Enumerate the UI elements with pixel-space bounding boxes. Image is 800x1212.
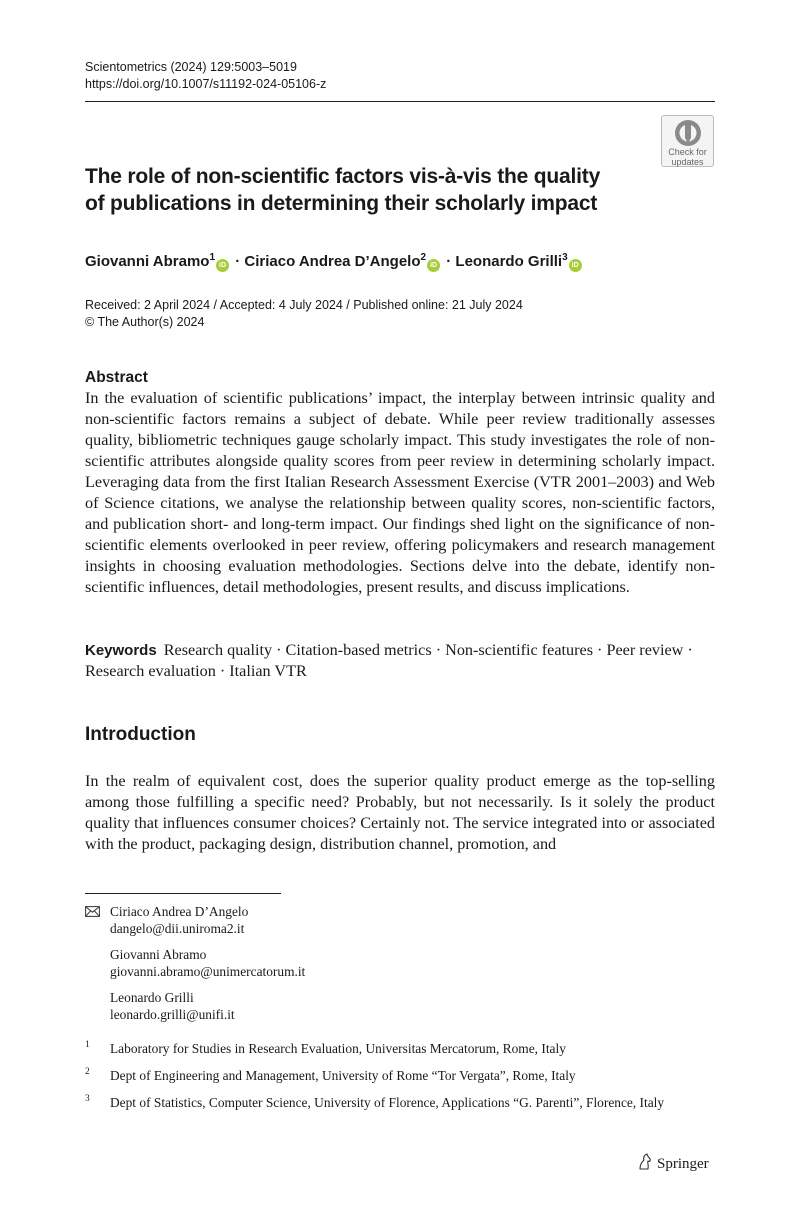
mail-icon [85, 906, 100, 917]
keywords [85, 640, 715, 682]
author-affiliation-mark: 3 [562, 252, 568, 263]
affiliation-text: Laboratory for Studies in Research Evaluation, Universitas Mercatorum, Rome, Italy [110, 1041, 566, 1056]
contact-list [85, 903, 685, 1032]
contact-name: Ciriaco Andrea D’Angelo [110, 904, 249, 919]
publisher-logo [637, 1153, 709, 1174]
doi-link[interactable]: https://doi.org/10.1007/s11192-024-05106-z [85, 77, 327, 91]
publication-dates [85, 297, 523, 331]
publisher-name: Springer [657, 1156, 709, 1172]
introduction-text: In the realm of equivalent cost, does the superior quality product emerge as the top-selling among those fulfilling a specific need? Probably, but not necessarily. Is it solely the product quality that influences consumer choices? Certainly not. The service integrated into or associated with the product, packaging design, distribution channel, promotion, and [85, 772, 715, 853]
author-name: Ciriaco Andrea D’Angelo [244, 253, 421, 270]
author-affiliation-mark: 2 [420, 252, 427, 263]
contact-email[interactable]: dangelo@dii.uniroma2.it [110, 921, 245, 936]
author-name: Giovanni Abramo [85, 253, 210, 270]
affiliation-number: 1 [85, 1040, 90, 1050]
affiliation-text: Dept of Statistics, Computer Science, University of Florence, Applications “G. Parenti”, Florence, Italy [110, 1095, 665, 1110]
title-line-1: The role of non-scientific factors vis-à-vis the quality [85, 165, 601, 188]
crossmark-icon [674, 119, 702, 147]
contact-entry [110, 946, 685, 980]
affiliation-text: Dept of Engineering and Management, University of Rome “Tor Vergata”, Rome, Italy [110, 1068, 576, 1083]
abstract-heading: Abstract [85, 369, 148, 386]
badge-line-1: Check for [668, 147, 707, 157]
author-separator: · [442, 253, 456, 270]
contact-entry [110, 989, 685, 1023]
title-line-2: of publications in determining their scholarly impact [85, 192, 598, 215]
badge-line-2: updates [671, 157, 704, 167]
contact-email[interactable]: giovanni.abramo@unimercatorum.it [110, 964, 306, 979]
orcid-icon[interactable]: iD [569, 259, 582, 272]
author-affiliation-mark: 1 [209, 252, 216, 263]
header-rule [85, 101, 715, 102]
abstract-text: In the evaluation of scientific publications’ impact, the interplay between intrinsic quality and non-scientific factors remains a subject of debate. While peer review traditionally assesses quality, bibliometric techniques gauge scholarly impact. This study investigates the role of non-scientific attributes alongside quality scores from peer review in determining scholarly impact. Leveraging data from the first Italian Research Assessment Exercise (VTR 2001–2003) and Web of Science citations, we analyse the relationship between quality scores, non-scientific factors, and publication short- and long-term impact. Our findings shed light on the significance of non-scientific elements overlooked in peer review, offering policymakers and research management insights in choosing evaluation methodologies. Sections delve into the debate, identify non-scientific influences, detail methodologies, present results, and discuss implications. [85, 389, 715, 596]
section-heading: Introduction [85, 724, 196, 745]
affiliation-number: 3 [85, 1094, 90, 1104]
contact-entry [110, 903, 685, 937]
affiliation-number: 2 [85, 1067, 90, 1077]
paper-title [85, 163, 645, 217]
copyright-line: © The Author(s) 2024 [85, 315, 205, 329]
journal-citation: Scientometrics (2024) 129:5003–5019 [85, 60, 297, 74]
keywords-text: Research quality · Citation-based metrics · Non-scientific features · Peer review · Research evaluation · Italian VTR [85, 641, 693, 680]
author-name: Leonardo Grilli [455, 253, 563, 270]
orcid-icon[interactable]: iD [427, 259, 440, 272]
contact-email[interactable]: leonardo.grilli@unifi.it [110, 1007, 235, 1022]
orcid-icon[interactable]: iD [216, 259, 229, 272]
affiliation-entry [85, 1094, 715, 1111]
affiliation-entry [85, 1040, 715, 1057]
author-list [85, 247, 725, 273]
contact-name: Giovanni Abramo [110, 947, 207, 962]
check-for-updates-badge[interactable] [661, 115, 714, 167]
springer-horse-icon [637, 1153, 653, 1171]
footnote-rule [85, 893, 281, 894]
dates-line: Received: 2 April 2024 / Accepted: 4 July 2024 / Published online: 21 July 2024 [85, 298, 523, 312]
affiliation-entry [85, 1067, 715, 1084]
affiliation-list [85, 1040, 715, 1121]
author-separator: · [231, 253, 245, 270]
contact-name: Leonardo Grilli [110, 990, 194, 1005]
keywords-label: Keywords [85, 642, 157, 659]
